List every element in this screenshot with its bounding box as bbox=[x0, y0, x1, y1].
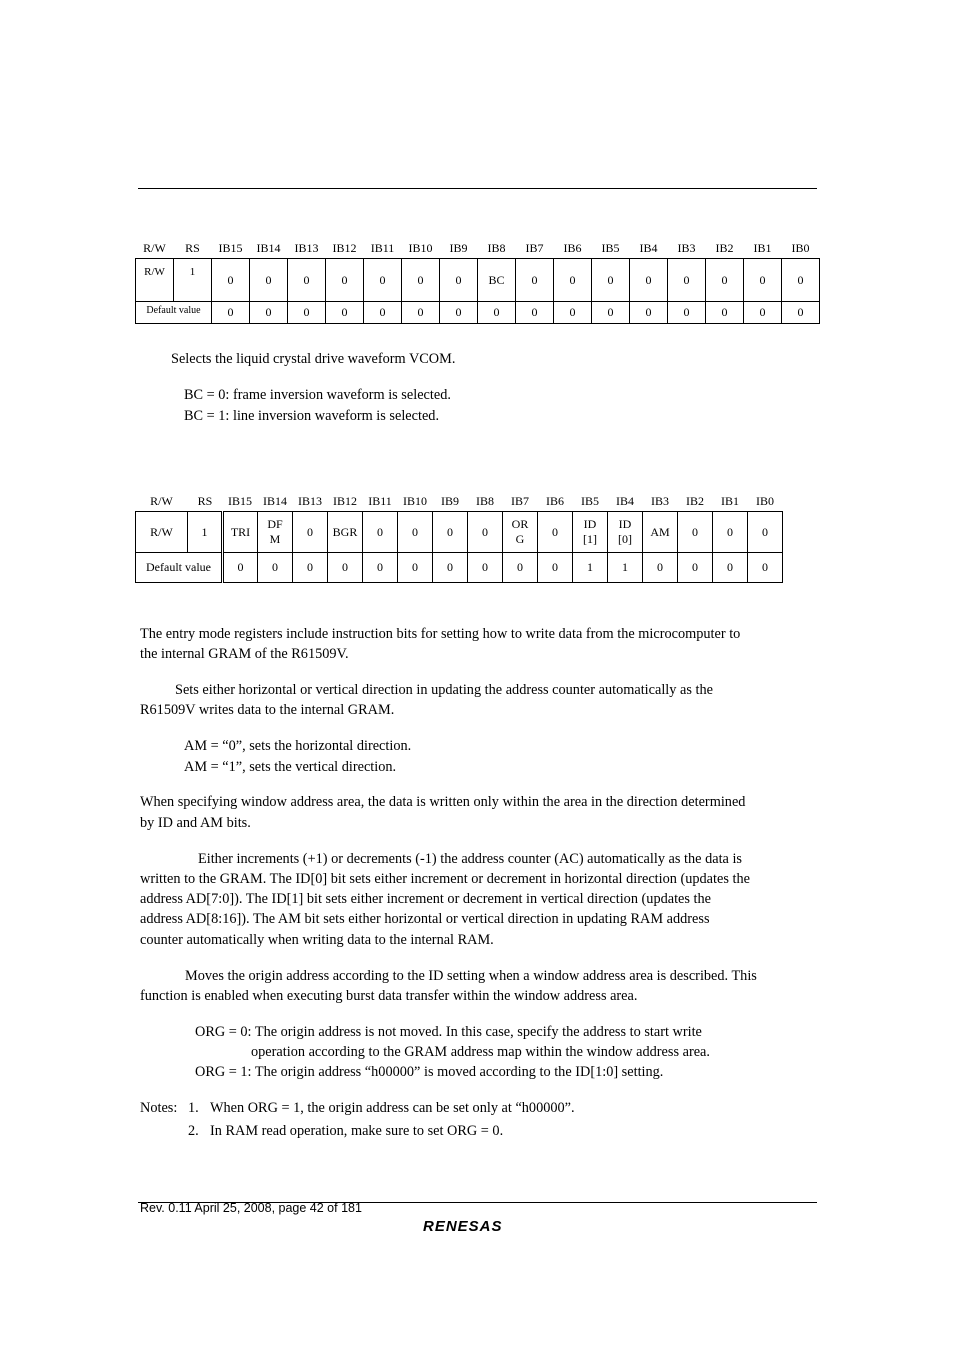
table-cell: 0 bbox=[782, 259, 820, 302]
header-cell: IB6 bbox=[546, 494, 564, 508]
id-description-line1: Either increments (+1) or decrements (-1) the address counter (AC) automatically as the data is bbox=[198, 851, 742, 867]
header-cell: IB14 bbox=[256, 241, 281, 255]
table-cell: 1 bbox=[188, 512, 223, 553]
header-cell: R/W bbox=[150, 494, 173, 508]
entry-mode-intro-line2: the internal GRAM of the R61509V. bbox=[140, 646, 349, 662]
table-cell: 0 bbox=[554, 302, 592, 324]
header-cell: IB11 bbox=[370, 241, 395, 255]
table-cell: 0 bbox=[326, 259, 364, 302]
header-cell: IB15 bbox=[228, 494, 252, 508]
table-cell: 0 bbox=[363, 553, 398, 583]
register-table-entry-mode bbox=[135, 489, 783, 583]
table-row bbox=[136, 259, 820, 302]
header-cell: IB4 bbox=[616, 494, 634, 508]
header-cell: IB12 bbox=[333, 494, 357, 508]
table-header-row bbox=[136, 489, 783, 512]
note-1: When ORG = 1, the origin address can be set only at “h00000”. bbox=[210, 1100, 575, 1116]
table-cell: 0 bbox=[744, 302, 782, 324]
header-cell: IB1 bbox=[753, 241, 772, 255]
bc-option-0: BC = 0: frame inversion waveform is selected. bbox=[184, 387, 451, 403]
header-cell: IB1 bbox=[721, 494, 739, 508]
table-cell: R/W bbox=[136, 259, 174, 302]
table-cell: 0 bbox=[592, 259, 630, 302]
table-cell: 0 bbox=[402, 302, 440, 324]
table-cell: 0 bbox=[328, 553, 363, 583]
header-cell: IB4 bbox=[639, 241, 658, 255]
id-description-line3: address AD[7:0]). The ID[1] bit sets either increment or decrement in vertical direction (updates the bbox=[140, 891, 712, 907]
header-cell: IB6 bbox=[563, 241, 582, 255]
header-cell: IB10 bbox=[408, 241, 433, 255]
table-cell: 1 bbox=[608, 553, 643, 583]
renesas-logo: RENESAS bbox=[423, 1218, 503, 1235]
header-cell: R/W bbox=[143, 241, 166, 255]
am-description-line1: Sets either horizontal or vertical direction in updating the address counter automatically as the bbox=[175, 682, 713, 698]
table-cell: 0 bbox=[223, 553, 258, 583]
header-cell: IB11 bbox=[368, 494, 392, 508]
header-cell: IB12 bbox=[332, 241, 357, 255]
table-cell: 0 bbox=[293, 512, 328, 553]
table-cell: 0 bbox=[668, 259, 706, 302]
header-cell: IB5 bbox=[581, 494, 599, 508]
table-cell: 0 bbox=[433, 553, 468, 583]
header-cell: IB5 bbox=[601, 241, 620, 255]
am-option-0: AM = “0”, sets the horizontal direction. bbox=[184, 738, 412, 754]
bc-option-1: BC = 1: line inversion waveform is selected. bbox=[184, 408, 440, 424]
table-cell: 0 bbox=[250, 302, 288, 324]
notes-label: Notes: bbox=[140, 1100, 178, 1116]
header-cell: IB15 bbox=[218, 241, 243, 255]
note-1-number: 1. bbox=[188, 1100, 199, 1116]
header-cell: IB3 bbox=[651, 494, 669, 508]
header-rule bbox=[138, 188, 817, 189]
header-cell: IB0 bbox=[756, 494, 774, 508]
table-cell: 0 bbox=[468, 553, 503, 583]
org-option-0-line2: operation according to the GRAM address map within the window address area. bbox=[251, 1044, 710, 1060]
note-2: In RAM read operation, make sure to set ORG = 0. bbox=[210, 1123, 504, 1139]
table-cell: TRI bbox=[223, 512, 258, 553]
table-cell: 0 bbox=[402, 259, 440, 302]
footer-revision: Rev. 0.11 April 25, 2008, page 42 of 181 bbox=[140, 1201, 362, 1215]
header-cell: IB8 bbox=[487, 241, 506, 255]
table-cell: 0 bbox=[440, 259, 478, 302]
id-description-line2: written to the GRAM. The ID[0] bit sets either increment or decrement in horizontal direction (updates the bbox=[140, 871, 750, 887]
table-cell: 0 bbox=[440, 302, 478, 324]
table-cell: 0 bbox=[516, 259, 554, 302]
table-cell: 0 bbox=[706, 302, 744, 324]
table-cell: OR G bbox=[503, 512, 538, 553]
table-cell: 0 bbox=[364, 302, 402, 324]
table-cell: 0 bbox=[706, 259, 744, 302]
table-cell: 0 bbox=[250, 259, 288, 302]
header-cell: IB0 bbox=[791, 241, 810, 255]
default-value-label: Default value bbox=[136, 553, 223, 583]
table-cell: 0 bbox=[678, 553, 713, 583]
header-cell: IB3 bbox=[677, 241, 696, 255]
header-cell: IB7 bbox=[511, 494, 529, 508]
table-cell: 1 bbox=[573, 553, 608, 583]
table-cell: 0 bbox=[212, 302, 250, 324]
header-cell: IB13 bbox=[298, 494, 322, 508]
table-cell: 0 bbox=[364, 259, 402, 302]
org-description-line2: function is enabled when executing burst data transfer within the window address area. bbox=[140, 988, 638, 1004]
header-cell: IB14 bbox=[263, 494, 287, 508]
table-cell: 0 bbox=[748, 512, 783, 553]
table-cell: 0 bbox=[288, 259, 326, 302]
table-cell: ID [0] bbox=[608, 512, 643, 553]
id-description-line5: counter automatically when writing data to the internal RAM. bbox=[140, 932, 494, 948]
org-option-0-line1: ORG = 0: The origin address is not moved. In this case, specify the address to start write bbox=[195, 1024, 702, 1040]
table-cell: 0 bbox=[326, 302, 364, 324]
table-cell: 0 bbox=[630, 259, 668, 302]
bc-description: Selects the liquid crystal drive waveform VCOM. bbox=[171, 351, 456, 367]
id-description-line4: address AD[8:16]). The AM bit sets either horizontal or vertical direction in updating RAM address bbox=[140, 911, 710, 927]
table-cell: BGR bbox=[328, 512, 363, 553]
table-cell: 0 bbox=[713, 553, 748, 583]
header-cell: IB8 bbox=[476, 494, 494, 508]
am-option-1: AM = “1”, sets the vertical direction. bbox=[184, 759, 397, 775]
table-row-default bbox=[136, 553, 783, 583]
table-cell: 0 bbox=[554, 259, 592, 302]
table-cell: 0 bbox=[293, 553, 328, 583]
table-cell: 0 bbox=[258, 553, 293, 583]
table-cell: 0 bbox=[538, 512, 573, 553]
header-cell: IB9 bbox=[441, 494, 459, 508]
table-cell: 0 bbox=[678, 512, 713, 553]
header-cell: IB2 bbox=[686, 494, 704, 508]
table-cell: 0 bbox=[363, 512, 398, 553]
table-cell: 0 bbox=[748, 553, 783, 583]
window-note-line2: by ID and AM bits. bbox=[140, 815, 251, 831]
table-cell: 0 bbox=[668, 302, 706, 324]
entry-mode-intro-line1: The entry mode registers include instruction bits for setting how to write data from the microcomputer to bbox=[140, 626, 741, 642]
table-cell: 0 bbox=[212, 259, 250, 302]
table-cell: 0 bbox=[398, 512, 433, 553]
table-cell: DF M bbox=[258, 512, 293, 553]
table-cell: 0 bbox=[713, 512, 748, 553]
table-cell: ID [1] bbox=[573, 512, 608, 553]
table-cell: 1 bbox=[174, 259, 212, 302]
header-cell: IB9 bbox=[449, 241, 468, 255]
header-cell: RS bbox=[185, 241, 200, 255]
table-cell: 0 bbox=[398, 553, 433, 583]
table-cell: 0 bbox=[288, 302, 326, 324]
table-cell: 0 bbox=[538, 553, 573, 583]
table-row-default bbox=[136, 302, 820, 324]
header-cell: IB10 bbox=[403, 494, 427, 508]
table-cell: AM bbox=[643, 512, 678, 553]
window-note-line1: When specifying window address area, the data is written only within the area in the direction determined bbox=[140, 794, 746, 810]
table-cell: 0 bbox=[592, 302, 630, 324]
header-cell: IB7 bbox=[525, 241, 544, 255]
table-cell: 0 bbox=[744, 259, 782, 302]
table-cell: 0 bbox=[516, 302, 554, 324]
header-cell: IB2 bbox=[715, 241, 734, 255]
header-cell: IB13 bbox=[294, 241, 319, 255]
table-cell: BC bbox=[478, 259, 516, 302]
table-header-row bbox=[136, 236, 820, 259]
org-option-1: ORG = 1: The origin address “h00000” is moved according to the ID[1:0] setting. bbox=[195, 1064, 664, 1080]
table-cell: 0 bbox=[503, 553, 538, 583]
am-description-line2: R61509V writes data to the internal GRAM. bbox=[140, 702, 395, 718]
header-cell: RS bbox=[197, 494, 213, 508]
register-table-bc bbox=[135, 236, 820, 324]
table-cell: 0 bbox=[782, 302, 820, 324]
table-cell: 0 bbox=[468, 512, 503, 553]
table-cell: 0 bbox=[630, 302, 668, 324]
note-2-number: 2. bbox=[188, 1123, 199, 1139]
table-cell: 0 bbox=[433, 512, 468, 553]
org-description-line1: Moves the origin address according to the ID setting when a window address area is described. This bbox=[185, 968, 757, 984]
default-value-label: Default value bbox=[136, 302, 212, 324]
table-row bbox=[136, 512, 783, 553]
table-cell: 0 bbox=[643, 553, 678, 583]
table-cell: R/W bbox=[136, 512, 188, 553]
table-cell: 0 bbox=[478, 302, 516, 324]
